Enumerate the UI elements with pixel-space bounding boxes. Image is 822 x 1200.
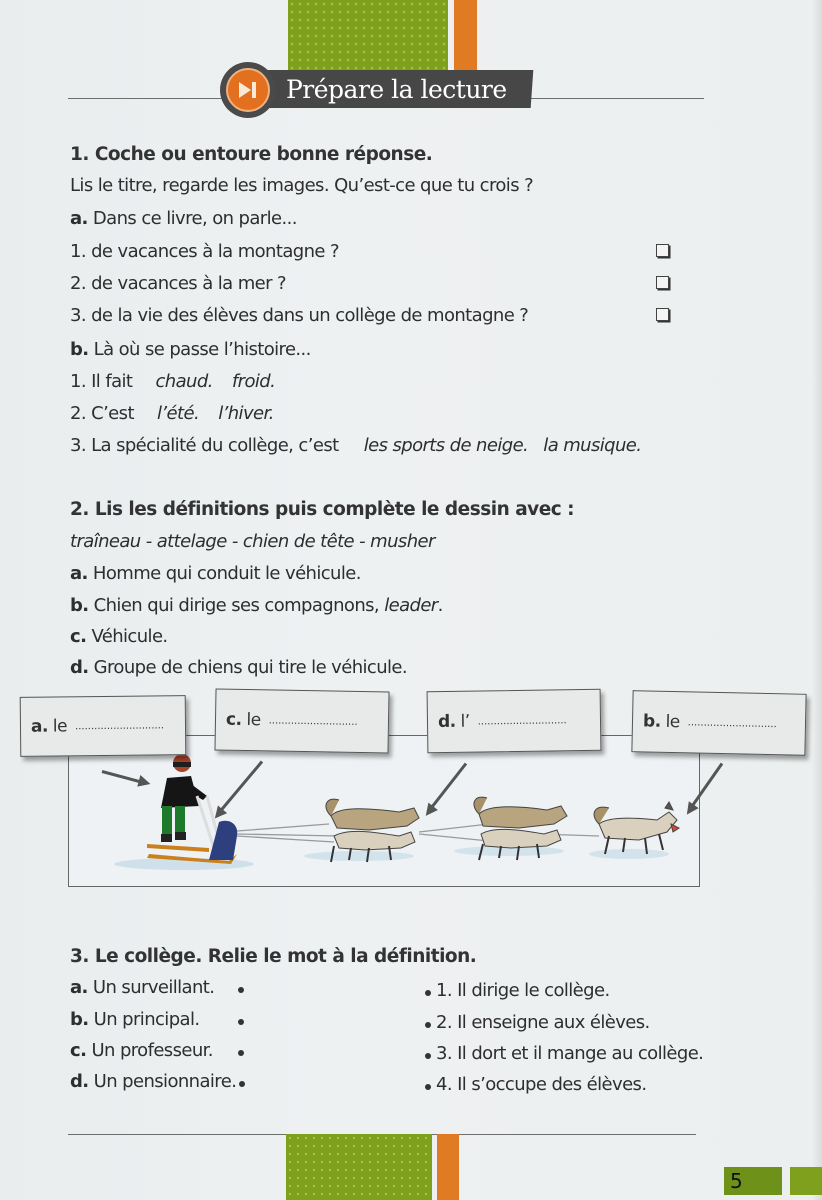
label-article: l’ (460, 711, 470, 732)
exercise-2-title: 2. Lis les définitions puis complète le dessin avec : (70, 499, 575, 520)
definition-italic-term: leader (384, 595, 438, 616)
choice-option[interactable]: l’été. (157, 403, 200, 424)
match-definition-1: 1. Il dirige le collège. (436, 980, 610, 1001)
page-edge-shadow (812, 0, 822, 1200)
banner-label (261, 70, 534, 108)
label-blank[interactable]: ............................ (687, 716, 777, 730)
definition-text: Véhicule. (91, 626, 168, 647)
choice-row-2 (70, 403, 274, 424)
label-box-d[interactable] (427, 689, 602, 753)
match-word-d (70, 1071, 236, 1092)
option-2-label: 2. de vacances à la mer ? (70, 273, 286, 294)
definition-letter: c. (70, 626, 87, 647)
lead-dog (594, 802, 679, 854)
exercise-3-title: 3. Le collège. Relie le mot à la définition. (70, 946, 477, 967)
choice-row-1 (70, 371, 275, 392)
match-word-c (70, 1040, 213, 1061)
match-dot-left-b[interactable] (238, 1019, 244, 1025)
part-prompt: Là où se passe l’histoire... (93, 339, 311, 360)
musher-sled-dogs-drawing (69, 736, 699, 886)
label-box-a[interactable] (20, 695, 187, 757)
definition-text: Homme qui conduit le véhicule. (92, 563, 361, 584)
definition-text: Groupe de chiens qui tire le véhicule. (93, 657, 408, 678)
option-2-checkbox[interactable] (656, 276, 669, 289)
choice-row-3 (70, 435, 641, 456)
word-text: Un professeur. (91, 1040, 213, 1061)
exercise-1-title: 1. Coche ou entoure bonne réponse. (70, 144, 433, 165)
definition-b (70, 595, 443, 616)
match-dot-right-2[interactable] (425, 1022, 431, 1028)
word-letter: c. (70, 1040, 87, 1061)
label-box-b[interactable] (631, 690, 806, 756)
label-letter: c. (225, 709, 242, 730)
choice-stem: 2. C’est (70, 403, 134, 424)
page-number: 5 (724, 1167, 782, 1195)
choice-option[interactable]: les sports de neige. (363, 435, 529, 456)
skip-forward-icon (237, 80, 259, 100)
match-definition-3: 3. Il dort et il mange au collège. (436, 1043, 704, 1064)
definition-d (70, 657, 407, 678)
label-article: le (52, 716, 68, 737)
option-1-label: 1. de vacances à la montagne ? (70, 241, 339, 262)
choice-stem: 3. La spécialité du collège, c’est (70, 435, 339, 456)
definition-text: Chien qui dirige ses compagnons, (93, 595, 385, 616)
match-definition-4: 4. Il s’occupe des élèves. (436, 1074, 647, 1095)
match-dot-left-c[interactable] (238, 1050, 244, 1056)
word-letter: d. (70, 1071, 89, 1092)
label-blank[interactable]: ............................ (268, 714, 358, 728)
label-article: le (246, 710, 261, 731)
definition-end: . (437, 595, 443, 616)
word-text: Un pensionnaire. (93, 1071, 237, 1092)
match-dot-right-3[interactable] (425, 1053, 431, 1059)
musher-figure (161, 754, 207, 842)
choice-option[interactable]: l’hiver. (218, 403, 274, 424)
choice-option[interactable]: froid. (231, 371, 276, 392)
label-blank[interactable]: ............................ (74, 719, 165, 732)
banner-icon-badge (220, 62, 276, 118)
exercise-1a-prompt (70, 208, 297, 229)
top-orange-band (454, 0, 477, 72)
definition-letter: b. (70, 595, 89, 616)
option-3-checkbox[interactable] (656, 308, 669, 321)
word-text: Un principal. (93, 1009, 200, 1030)
word-letter: b. (70, 1009, 89, 1030)
top-green-band (288, 0, 448, 72)
label-letter: b. (642, 711, 661, 732)
match-dot-right-4[interactable] (425, 1084, 431, 1090)
match-dot-left-a[interactable] (238, 987, 244, 993)
word-text: Un surveillant. (92, 977, 215, 998)
choice-stem: 1. Il fait (70, 371, 133, 392)
exercise-1-instruction: Lis le titre, regarde les images. Qu’est-ce que tu crois ? (70, 175, 534, 196)
page-tab-decoration (790, 1167, 822, 1195)
option-1-checkbox[interactable] (656, 244, 669, 257)
match-definition-2: 2. Il enseigne aux élèves. (436, 1012, 650, 1033)
bottom-orange-band (437, 1134, 459, 1200)
label-blank[interactable]: ............................ (477, 714, 567, 728)
sled-dog-illustration (68, 735, 700, 887)
word-letter: a. (70, 977, 88, 998)
label-article: le (665, 711, 680, 733)
label-box-c[interactable] (214, 688, 389, 753)
definition-letter: a. (70, 563, 88, 584)
label-letter: d. (437, 711, 456, 733)
bottom-green-band (286, 1134, 432, 1200)
option-3-label: 3. de la vie des élèves dans un collège de montagne ? (70, 305, 529, 326)
match-dot-left-d[interactable] (239, 1081, 245, 1087)
word-bank: traîneau - attelage - chien de tête - musher (70, 531, 435, 552)
exercise-1b-prompt (70, 339, 311, 360)
match-word-a (70, 977, 214, 998)
section-title: Prépare la lecture (286, 74, 507, 104)
definition-c (70, 626, 168, 647)
definition-a (70, 563, 361, 584)
label-letter: a. (30, 716, 49, 737)
part-letter: a. (70, 208, 88, 229)
definition-letter: d. (70, 657, 89, 678)
match-dot-right-1[interactable] (425, 990, 431, 996)
part-letter: b. (70, 339, 89, 360)
match-word-b (70, 1009, 199, 1030)
choice-option[interactable]: la musique. (543, 435, 642, 456)
part-prompt: Dans ce livre, on parle... (92, 208, 297, 229)
choice-option[interactable]: chaud. (155, 371, 213, 392)
